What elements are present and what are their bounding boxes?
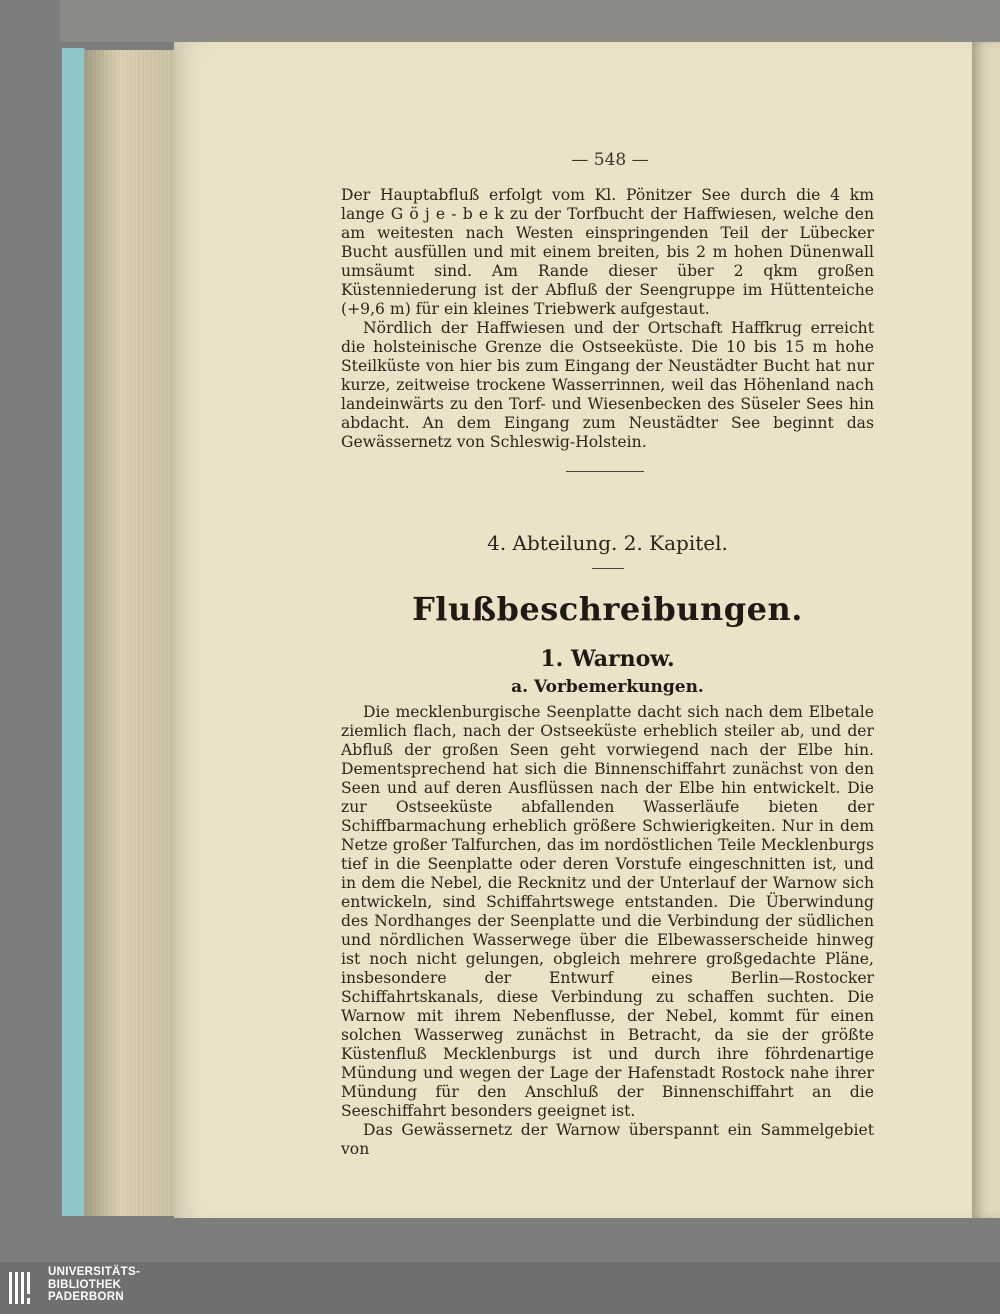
library-name-line: PADERBORN <box>48 1291 124 1303</box>
paragraph: Die mecklenburgische Seenplatte dacht sich nach dem Elbetale ziemlich flach, nach der Ostseeküste erheblich steiler ab, und der Abfluß der großen Seen geht vorwiegend nach der Elbe hin. Dementsprechend hat sich die Binnenschiffahrt zunächst von den Seen und auf deren Ausflüssen nach der Elbe hin entwickelt. Die zur Ostseeküste abfallenden Wasserläufe bieten der Schiffbarmachung erheblich größere Schwierigkeiten. Nur in dem Netze großer Talfurchen, das im nordöstlichen Teile Mecklenburgs tief in die Seenplatte oder deren Vorstufe eingeschnitten ist, und in dem die Nebel, die Recknitz und der Unterlauf der Warnow sich entwickeln, sind Schiffahrtswege entstanden. Die Überwindung des Nordhanges der Seenplatte und die Verbindung der südlichen und nördlichen Wasserwege über die Elbewasserscheide hinweg ist noch nicht gelungen, obgleich mehrere großgedachte Pläne, insbesondere der Entwurf eines Berlin—Rostocker Schiffahrtskanals, diese Verbindung zu schaffen suchten. Die Warnow mit ihrem Nebenflusse, der Nebel, kommt für einen solchen Wasserweg zunächst in Betracht, da sie der größte Küstenfluß Mecklenburgs ist und durch ihre föhrdenartige Mündung und wegen der Lage der Hafenstadt Rostock nahe ihrer Mündung für den Anschluß der Binnenschiffahrt an die Seeschiffahrt besonders geeignet ist. <box>341 703 874 1120</box>
heading-vorbemerkungen: a. Vorbemerkungen. <box>511 677 704 697</box>
page-edges-shadow <box>84 50 174 1216</box>
library-name-line: UNIVERSITÄTS- <box>48 1266 141 1278</box>
paragraph: Das Gewässernetz der Warnow überspannt ein Sammelgebiet von <box>341 1121 874 1158</box>
scanner-background <box>60 0 1000 42</box>
library-name-line: BIBLIOTHEK <box>48 1278 122 1291</box>
section-label: 4. Abteilung. 2. Kapitel. <box>487 531 728 555</box>
page-number: — 548 — <box>571 150 649 170</box>
paragraph-block-2 <box>341 703 874 1159</box>
chapter-title: Flußbeschreibungen. <box>412 590 803 628</box>
library-logo-icon <box>8 1268 40 1308</box>
library-name <box>48 1266 140 1304</box>
facing-page-edge <box>972 42 1000 1218</box>
heading-warnow: 1. Warnow. <box>540 646 675 672</box>
paragraph: Nördlich der Haffwiesen und der Ortschaft Haffkrug erreicht die holsteinische Grenze die Ostseeküste. Die 10 bis 15 m hohe Steilküste von hier bis zum Eingang der Neustädter Bucht hat nur kurze, zeitweise trockene Wasserrinnen, weil das Höhenland nach landeinwärts zu den Torf- und Wiesenbecken des Süseler Sees hin abdacht. An dem Eingang zum Neustädter See beginnt das Gewässernetz von Schleswig-Holstein. <box>341 319 874 451</box>
section-divider <box>566 471 644 472</box>
library-footer <box>0 1262 1000 1314</box>
paragraph-block-1 <box>341 186 874 452</box>
book-cover-edge <box>62 48 85 1216</box>
short-divider <box>592 568 624 569</box>
paragraph: Der Hauptabfluß erfolgt vom Kl. Pönitzer See durch die 4 km lange G ö j e - b e k zu der Torfbucht der Haffwiesen, welche den am weitesten nach Westen einspringenden Teil der Lübecker Bucht ausfüllen und mit einem breiten, bis 2 m hohen Dünenwall umsäumt sind. Am Rande dieser über 2 qkm großen Küstenniederung ist der Abfluß der Seengruppe im Hüttenteiche (+9,6 m) für ein kleines Triebwerk aufgestaut. <box>341 186 874 318</box>
